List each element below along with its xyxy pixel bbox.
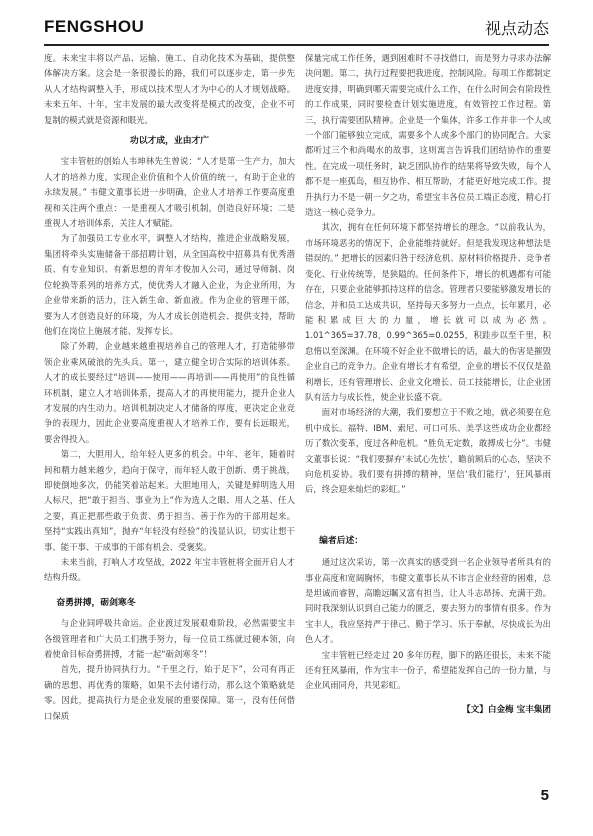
paragraph: 未来当前，打响人才攻坚战，2022 年宝丰管桩将全面开启人才结构升级。 xyxy=(44,557,295,583)
page-number: 5 xyxy=(540,787,549,804)
paragraph: 度。未来宝丰将以产品、运输、施工、自动化技术为基础，提供整体解决方案。这会是一条很漫长的路，我们可以逐步走，第一步先从人才结构调整入手，形成以技术型人才为中心的人才规划战略。未来五年、十年，宝丰发展的最大改变将是模式的改变，企业不可复制的模式就是资源和眼光。 xyxy=(44,53,295,125)
paragraph: 宝丰管桩已经走过 20 多年历程，脚下的路还很长，未来不能还有狂风暴雨，作为宝丰一份子，希望能发挥自己的一份力量，与企业风雨同舟，共见彩虹。 xyxy=(305,649,551,691)
paragraph: 面对市场经济的大潮，我们要想立于不败之地，就必须要在危机中成长。福特、IBM、索尼、可口可乐、美孚这些成功企业都经历了数次变革，度过各种危机。“胜负无定数，敢搏成七分”。韦健文董事长说：“我们要摒弃‘未试心先怯’，瞻前顾后的心态，坚决不向危机妥协。我们要有拼搏的精神，坚信‘我们能行’，狂风暴雨后，终会迎来灿烂的彩虹。” xyxy=(305,407,551,495)
subheading: 奋勇拼搏，砺剑寒冬 xyxy=(56,597,136,608)
paragraph: 通过这次采访，第一次真实的感受到一名企业领导者所具有的事业高度和宽阔胸怀，韦健文董事长从不讳言企业经营的困难，总是坦诚而睿智，高瞻远瞩又富有担当，让人斗志昂扬、充满干劲。同时我深刻认识到自己能力的匮乏，要去努力的事情有很多。作为宝丰人，我应坚持严于律己、勤于学习、乐于奉献，尽快成长为出色人才。 xyxy=(305,557,551,645)
paragraph: 首先，提升协同执行力。“千里之行，始于足下”，公司有再正确的思想、再优秀的策略，如果不去付诸行动，那么这个策略就是零。因此，提高执行力是企业发展的重要保障。第一，没有任何借口保质 xyxy=(44,664,295,721)
paragraph: 保量完成工作任务，遇到困难时不寻找借口，而是努力寻求办法解决问题。第二，执行过程要把我进度，控制风险。每项工作都制定进度安排，明确到哪天需要完成什么工作，在什么时间会有阶段性的工作成果，同时要检查计划实施进度，有效管控工作过程。第三，执行需要团队精神。企业是一个集体，许多工作并非一个人或一个部门能够独立完成，需要多个人或多个部门的协同配合。大家都听过三个和尚喝水的故事，这则寓言告诉我们团结协作的重要性。在完成一项任务时，缺乏团队协作的结果将导致失败，每个人都不是一座孤岛，相互协作、相互帮助，才能更好地完成工作。提升执行力不是一朝一夕之功，希望宝丰各位员工端正态度，精心打造这一核心竞争力。 xyxy=(305,53,551,218)
left-column xyxy=(44,51,295,724)
subheading: 功以才成，业由才广 xyxy=(129,136,210,147)
paragraph: 与企业同呼吸共命运。企业渡过发展艰难阶段，必然需要宝丰各级管理者和广大员工们携手努力，每一位员工练就过硬本领，向着使命目标奋勇拼搏，才能一起“砺剑寒冬”！ xyxy=(44,618,295,660)
afterword-title: 编者后述： xyxy=(319,535,364,546)
author-credit: 【文】白金梅 宝丰集团 xyxy=(462,704,551,715)
paragraph: 为了加强员工专业水平，调整人才结构，推进企业战略发展，集团将牵头实施储备干部招聘计划，从全国高校中招募具有优秀潜质、有专业知识、有新思想的青年才俊加入公司，通过导师制、岗位轮换等系列的培养方式，使优秀人才融入企业，为企业所用，为企业带来新的活力，注入新生命、新血液。作为企业的管理干部，要为人才创造良好的环境，为人才成长创造机会、提供支持，帮助他们在岗位上施展才能、发挥专长。 xyxy=(44,233,295,336)
header-rule xyxy=(44,44,549,46)
paragraph: 除了外聘，企业越来越重视培养自己的管理人才，打造能够带领企业乘风破浪的先头兵。第一，建立健全切合实际的培训体系。人才的成长要经过“培训——使用——再培训——再使用”的良性循环机制，建立人才培训体系，提高人才的再使用能力，提升企业人才发展的内生动力。培训机制决定人才储备的厚度，更决定企业竞争的表现力，因此企业要高度重视人才培养工作，要有长远眼光，要舍得投入。 xyxy=(44,341,295,444)
page-header xyxy=(0,0,593,54)
paragraph: 宝丰管桩的创始人韦坤林先生曾说：“人才是第一生产力，加大人才的培养力度，实现企业价值和个人价值的统一，有助于企业的永续发展。” 韦健文董事长进一步明确，企业人才培养工作要高度重视和关注两个重点：一是重视人才吸引机制，创造良好环境；二是重视人才培训体系，关注人才赋能。 xyxy=(44,156,295,229)
paragraph: 其次，拥有在任何环境下都坚持增长的理念。“以前我认为，市场环境恶劣的情况下，企业能维持就好。但是我发现这种想法是错误的。” 把增长的因素归咎于经济危机、原材料价格提升、竞争者变化、行业传统等，是狭隘的。任何条件下，增长的机遇都有可能存在，只要企业能够抓持这样的信念。管理者只要能够激发增长的信念，并和员工达成共识，坚持每天多努力一点点，长年累月，必能积累成巨大的力量，增长就可以成为必然。1.01^365=37.78，0.99^365=0.0255，积跬步以至千里，积怠惰以至深渊。在环境不好企业不做增长的话，最大的伤害是摧毁企业自己的竞争力。企业有增长才有希望，企业的增长不仅仅是盈利增长，还有管理增长、企业文化增长、员工技能增长，让企业团队有活力与成长性，使企业长盛不衰。 xyxy=(305,222,551,402)
magazine-brand: FENGSHOU xyxy=(44,17,145,36)
right-column xyxy=(305,51,551,718)
section-title: 视点动态 xyxy=(484,19,549,38)
paragraph: 第二，大胆用人，给年轻人更多的机会。中年、老年，随着时间和精力越来越少，趋向于保守，而年轻人敢于创新、勇于挑战，即使倒地多次，仍能笑着站起来。大胆地用人，关键是鲜明选人用人标尺，把“敢于担当、事业为上”作为选人之眼、用人之基、任人之要，真正把那些敢于负责、勇于担当、善于作为的干部用起来。坚持“实践出真知”，抛弃“年轻没有经验”的浅显认识，切实让想干事、能干事、干成事的干部有机会、受褒奖。 xyxy=(44,449,295,552)
